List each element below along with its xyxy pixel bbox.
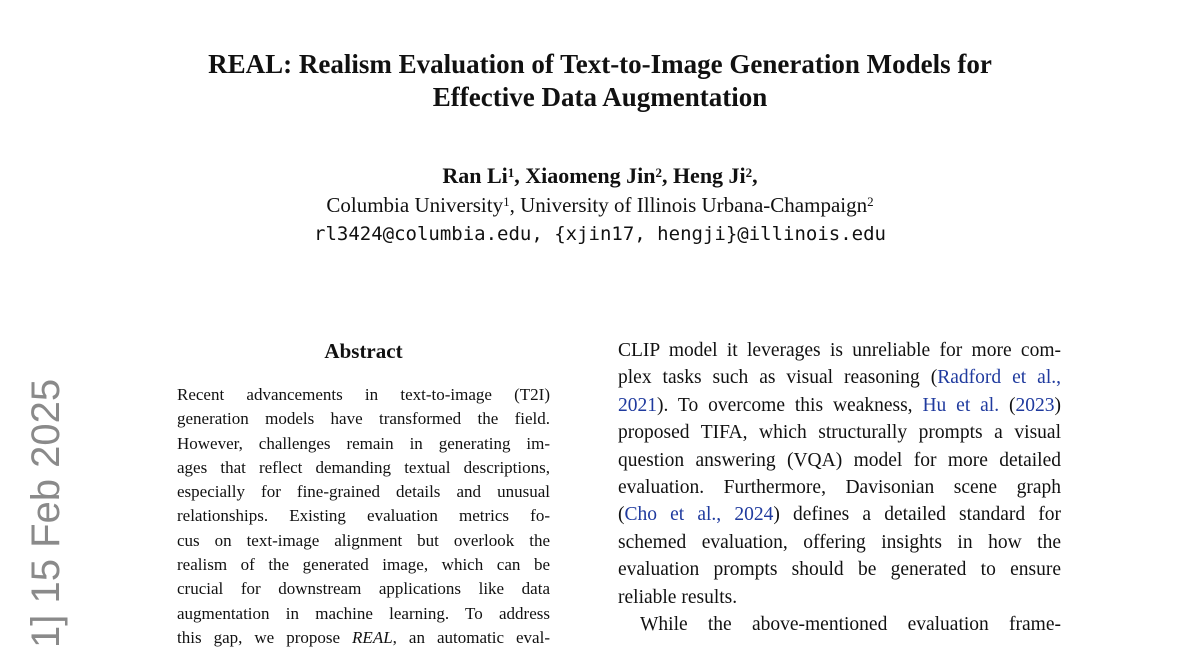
author-list xyxy=(0,162,1200,190)
affiliation-name: University of Illinois Urbana-Champaign xyxy=(520,193,868,217)
abstract-line: relationships. Existing evaluation metrics fo- xyxy=(177,506,550,526)
body-line: proposed TIFA, which structurally prompts a visual xyxy=(618,422,1061,444)
author-affiliation-mark: 2 xyxy=(745,165,753,180)
body-line xyxy=(618,364,1061,391)
author-affiliation-mark: 1 xyxy=(507,165,515,180)
author-name: Ran Li xyxy=(442,163,508,188)
paper-title-line-2: Effective Data Augmentation xyxy=(432,82,768,112)
body-line: question answering (VQA) model for more detailed xyxy=(618,449,1061,471)
affiliation-separator: , xyxy=(509,193,521,217)
body-text: ). To overcome this weakness, xyxy=(657,394,923,416)
citation-cho[interactable]: Cho et al., 2024 xyxy=(624,504,774,526)
abstract-heading: Abstract xyxy=(324,339,403,363)
abstract-line: cus on text-image alignment but overlook the xyxy=(177,530,550,550)
affiliation-list xyxy=(0,191,1200,219)
abstract-body xyxy=(177,383,550,650)
body-line: While the above-mentioned evaluation frame- xyxy=(640,614,1061,636)
intro-right-column xyxy=(618,337,1061,638)
citation-radford-year[interactable]: 2021 xyxy=(618,394,657,416)
author-name: Heng Ji xyxy=(672,163,746,188)
author-separator: , xyxy=(752,163,758,188)
body-line: CLIP model it leverages is unreliable for more com- xyxy=(618,340,1061,361)
abstract-line: However, challenges remain in generating im- xyxy=(177,433,550,453)
citation-hu[interactable]: Hu et al. xyxy=(922,394,1000,416)
abstract-line: crucial for downstream applications like data xyxy=(177,579,550,599)
body-text: ) defines a detailed standard for xyxy=(773,504,1061,526)
abstract-line: augmentation in machine learning. To address xyxy=(177,603,550,623)
body-text: plex tasks such as visual reasoning ( xyxy=(618,367,938,389)
abstract-line: ages that reflect demanding textual descriptions, xyxy=(177,457,550,477)
author-affiliation-mark: 2 xyxy=(655,165,662,180)
abstract-text: , an automatic eval- xyxy=(392,627,550,647)
method-name-real: REAL xyxy=(352,627,393,647)
abstract-line: generation models have transformed the field. xyxy=(177,409,550,429)
body-text: ( xyxy=(618,504,625,526)
abstract-line xyxy=(177,626,550,650)
affiliation-mark: 2 xyxy=(867,194,874,209)
body-line: schemed evaluation, offering insights in how the xyxy=(618,531,1061,553)
citation-radford[interactable]: Radford et al., xyxy=(937,367,1061,389)
abstract-line: realism of the generated image, which can be xyxy=(177,555,550,575)
abstract-line: Recent advancements in text-to-image (T2I) xyxy=(177,385,550,404)
paper-title xyxy=(0,48,1200,114)
body-text: ) xyxy=(1054,394,1061,416)
author-separator: , xyxy=(661,163,673,188)
arxiv-stamp-text: 1] 15 Feb 2025 xyxy=(24,378,68,648)
body-line: reliable results. xyxy=(618,586,738,608)
author-emails: rl3424@columbia.edu, {xjin17, hengji}@illinois.edu xyxy=(314,223,886,245)
body-line xyxy=(618,501,1061,528)
abstract-text: this gap, we propose xyxy=(177,627,353,647)
affiliation-mark: 1 xyxy=(503,194,510,209)
body-line: evaluation. Furthermore, Davisonian scene graph xyxy=(618,477,1061,499)
affiliation-name: Columbia University xyxy=(326,193,504,217)
body-line: evaluation prompts should be generated to ensure xyxy=(618,559,1061,581)
body-text: ( xyxy=(999,394,1016,416)
abstract-line: especially for fine-grained details and unusual xyxy=(177,482,550,502)
author-separator: , xyxy=(514,163,526,188)
author-name: Xiaomeng Jin xyxy=(525,163,656,188)
paper-title-line-1: REAL: Realism Evaluation of Text-to-Image Generation Models for xyxy=(208,49,992,79)
body-line xyxy=(618,392,1061,419)
citation-hu-year[interactable]: 2023 xyxy=(1015,394,1055,416)
